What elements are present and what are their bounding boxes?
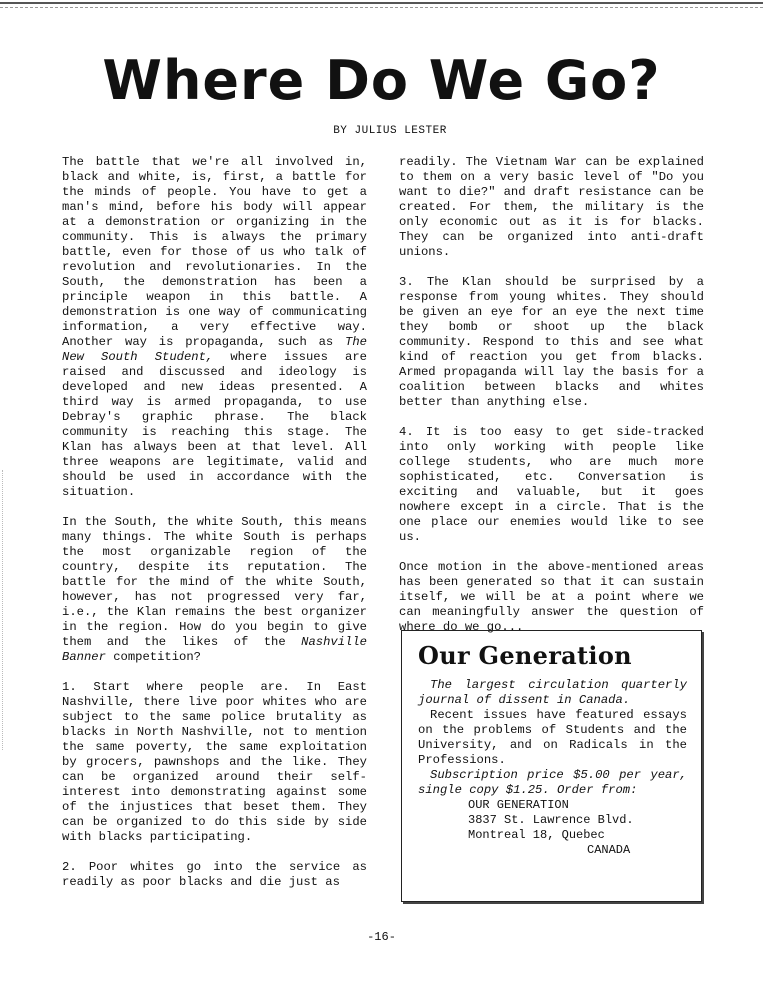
paragraph: In the South, the white South, this means many things. The white South is perhaps the most organizable region of the country, despite its reputation. The battle for the mind of the white South, however, has not progressed very far, i.e., the Klan remains the best organizer in the region. How do you begin to give them and the likes of the Nashville Banner competition? <box>62 515 367 664</box>
address-country: CANADA <box>587 843 631 857</box>
paragraph: 1. Start where people are. In East Nashville, there live poor whites who are subject to the same police brutality as blacks in North Nashville, not to mention the same poverty, the same exploitation by grocers, pawnshops and the like. They can be organized around their self-interest into demonstrating against some of the injustices that beset them. They can be organized to do this side by side with blacks participating. <box>62 680 367 844</box>
address-line: Montreal 18, Quebec <box>468 828 605 842</box>
paragraph: 4. It is too easy to get side-tracked into only working with people like college students, who are much more sophisticated, etc. Conversation is exciting and valuable, but it goes nowhere except in a circle. That is the one place our enemies would like to see us. <box>399 425 704 544</box>
top-border-rule <box>0 2 763 8</box>
address-line: 3837 St. Lawrence Blvd. <box>468 813 634 827</box>
paragraph: readily. The Vietnam War can be explained to them on a very basic level of "Do you want to die?" and draft resistance can be created. For them, the military is the only economic out as it is for blacks. They can be organized into anti-draft unions. <box>399 155 704 259</box>
ad-body <box>418 678 687 798</box>
advertisement-box <box>401 630 702 902</box>
paragraph: 3. The Klan should be surprised by a response from young whites. They should be given an eye for an eye the next time they bomb or shoot up the black community. Respond to this and see what kind of reaction you get from blacks. Armed propaganda will lay the basis for a coalition between blacks and whites better than anything else. <box>399 275 704 409</box>
ad-price: Subscription price $5.00 per year, single copy $1.25. Order from: <box>418 768 687 797</box>
paragraph: 2. Poor whites go into the service as readily as poor blacks and die just as <box>62 860 367 889</box>
paragraph: Once motion in the above-mentioned areas has been generated so that it can sustain itself, we will be at a point where we can meaningfully answer the question of where do we go... <box>399 560 704 634</box>
right-column <box>399 155 704 650</box>
address-line: OUR GENERATION <box>468 798 569 812</box>
publication-name: Nashville Banner <box>62 635 367 664</box>
publication-name: The New South Student, <box>62 335 367 364</box>
margin-punch-marks <box>2 470 9 750</box>
page-number: -16- <box>367 930 396 944</box>
left-column <box>62 155 367 905</box>
byline: BY JULIUS LESTER <box>333 125 447 137</box>
ad-tagline: The largest circulation quarterly journal of dissent in Canada. <box>418 678 687 707</box>
ad-recent-issues: Recent issues have featured essays on the problems of Students and the University, and on Radicals in the Professions. <box>418 708 687 767</box>
ad-address <box>468 798 687 858</box>
ad-title: Our Generation <box>418 641 632 670</box>
paragraph: The battle that we're all involved in, black and white, is, first, a battle for the minds of people. You have to get a man's mind, before his body will appear at a demonstration or organizing in the community. This is always the primary battle, even for those of us who talk of revolution and revolutionaries. In the South, the demonstration has been a principle weapon in this battle. A demonstration is one way of communicating information, a very effective way. Another way is propaganda, such as The New South Student, where issues are raised and discussed and ideology is developed and new ideas presented. A third way is armed propaganda, to use Debray's graphic phrase. The black community is reaching this stage. The Klan has always been at that level. All three weapons are legitimate, valid and should be used in accordance with the situation. <box>62 155 367 499</box>
article-title: Where Do We Go? <box>102 49 661 112</box>
